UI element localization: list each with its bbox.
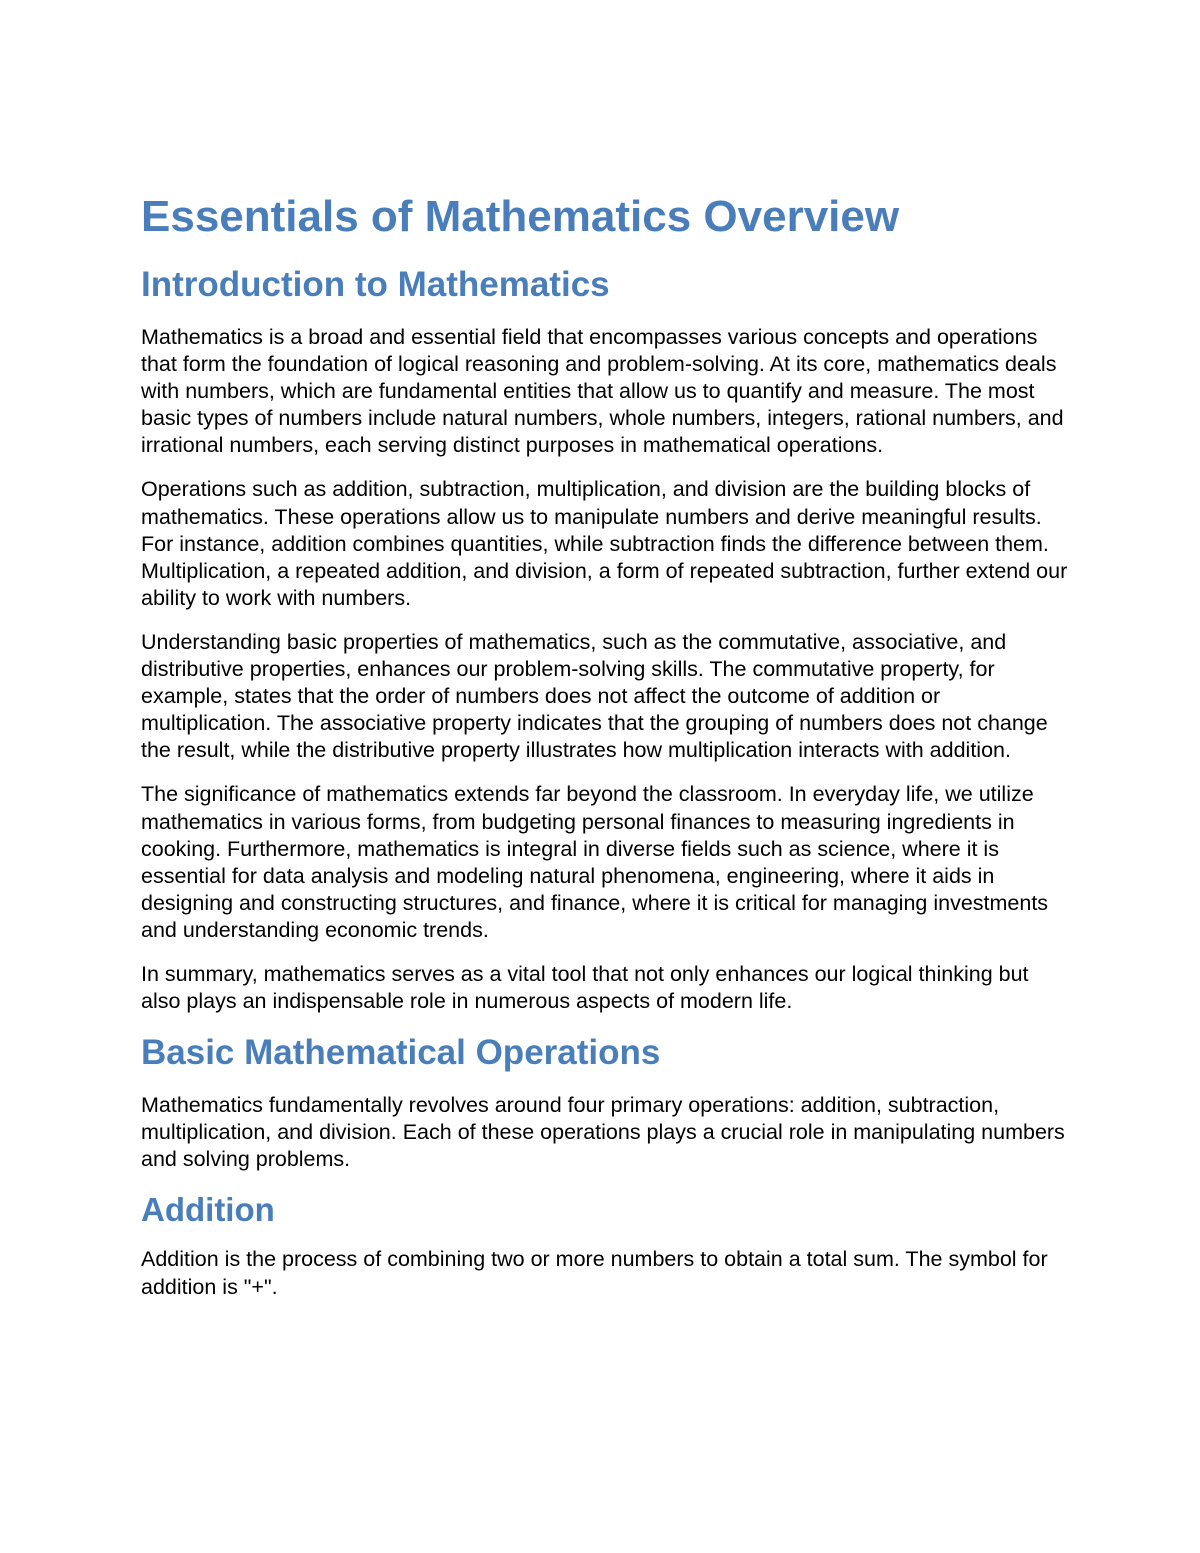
section-heading-basic-operations: Basic Mathematical Operations <box>141 1033 661 1073</box>
intro-paragraph-3: Understanding basic properties of mathematics, such as the commutative, associative, and distributive properties, enhances our problem-solving skills. The commutative property, for example, states that the order of numbers does not affect the outcome of addition or multiplication. The associative property indicates that the grouping of numbers does not change the result, while the distributive property illustrates how multiplication interacts with addition. <box>141 629 1048 763</box>
intro-paragraph-2: Operations such as addition, subtraction, multiplication, and division are the building blocks of mathematics. These operations allow us to manipulate numbers and derive meaningful results. For instance, addition combines quantities, while subtraction finds the difference between them. Multiplication, a repeated addition, and division, a form of repeated subtraction, further extend our ability to work with numbers. <box>141 477 1068 610</box>
intro-paragraph-5: In summary, mathematics serves as a vital tool that not only enhances our logical thinking but also plays an indispensable role in numerous aspects of modern life. <box>141 961 1029 1014</box>
intro-paragraph-4: The significance of mathematics extends far beyond the classroom. In everyday life, we utilize mathematics in various forms, from budgeting personal finances to measuring ingredients in cooking. Furthermore, mathematics is integral in diverse fields such as science, where it is essential for data analysis and modeling natural phenomena, engineering, where it aids in designing and constructing structures, and finance, where it is critical for managing investments and understanding economic trends. <box>141 782 1049 942</box>
basic-operations-paragraph-1: Mathematics fundamentally revolves around four primary operations: addition, subtraction, multiplication, and division. Each of these operations plays a crucial role in manipulating numbers and solving problems. <box>141 1093 1065 1172</box>
addition-paragraph-1: Addition is the process of combining two or more numbers to obtain a total sum. The symbol for addition is "+". <box>141 1247 1048 1299</box>
document-title: Essentials of Mathematics Overview <box>141 192 900 241</box>
intro-paragraph-1: Mathematics is a broad and essential field that encompasses various concepts and operations that form the foundation of logical reasoning and problem-solving. At its core, mathematics deals with numbers, which are fundamental entities that allow us to quantify and measure. The most basic types of numbers include natural numbers, whole numbers, integers, rational numbers, and irrational numbers, each serving distinct purposes in mathematical operations. <box>141 325 1064 458</box>
document-page <box>141 192 1071 1318</box>
subsection-heading-addition: Addition <box>141 1191 275 1229</box>
section-heading-introduction: Introduction to Mathematics <box>141 265 610 304</box>
